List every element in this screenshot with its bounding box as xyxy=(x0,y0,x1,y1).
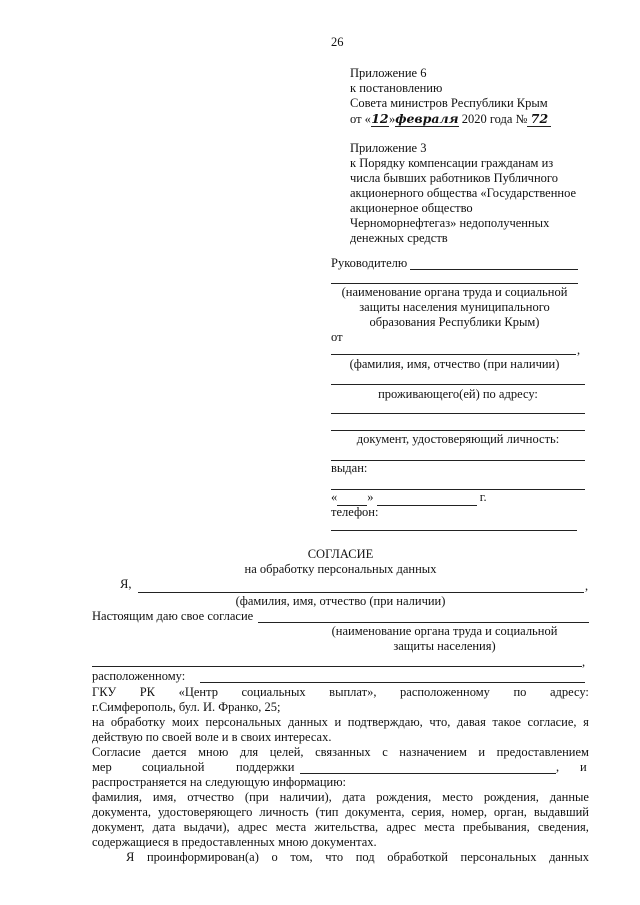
p2-social: социальной xyxy=(142,760,205,774)
page-number: 26 xyxy=(331,35,344,49)
word: имя, xyxy=(152,790,177,804)
gku-line xyxy=(92,685,589,700)
word: расположенному xyxy=(400,685,490,699)
word: и xyxy=(478,745,486,759)
word: обработкой xyxy=(387,850,448,864)
word: и xyxy=(334,715,342,729)
appendix3-line: к Порядку компенсации гражданам из xyxy=(350,156,554,170)
word: ГКУ xyxy=(92,685,117,699)
word: такое xyxy=(492,715,521,729)
word: орган, xyxy=(493,805,527,819)
word: что, xyxy=(429,715,451,729)
phone-field[interactable] xyxy=(331,530,577,531)
word: данных xyxy=(288,715,328,729)
word: для xyxy=(239,745,259,759)
p1-line1 xyxy=(92,715,589,730)
ya-label: Я, xyxy=(120,577,132,591)
id-document-label: документ, удостоверяющий личность: xyxy=(356,432,560,446)
p3-line1 xyxy=(92,790,589,805)
p2-line1 xyxy=(92,745,589,760)
word: согласие, xyxy=(527,715,577,729)
applicant-name-field-2[interactable] xyxy=(331,384,585,385)
word: персональных xyxy=(205,715,282,729)
word: адрес xyxy=(386,820,416,834)
date-suffix: 2020 года № xyxy=(458,112,528,126)
org-hint-line: (наименование органа труда и социальной xyxy=(341,285,568,299)
quote-close: » xyxy=(367,490,374,504)
appendix6-line3: Совета министров Республики Крым xyxy=(350,96,548,110)
p3-line2 xyxy=(92,805,589,820)
comma: , xyxy=(577,343,581,357)
org-hint-line: образования Республики Крым) xyxy=(369,315,540,329)
applicant-name-field[interactable] xyxy=(331,354,576,355)
word: на xyxy=(92,715,105,729)
date-mid: » xyxy=(388,112,396,126)
appendix3-line: Приложение 3 xyxy=(350,141,427,155)
comma: , xyxy=(582,655,586,669)
word: место xyxy=(442,790,473,804)
consent-org-hint: (наименование органа труда и социальной xyxy=(331,624,558,638)
word: «Центр xyxy=(178,685,218,699)
word: документа, xyxy=(345,805,405,819)
comma: , xyxy=(556,760,560,774)
word: моих xyxy=(171,715,199,729)
word: дата xyxy=(152,820,176,834)
p3-line3 xyxy=(92,820,589,835)
word: адрес xyxy=(237,820,268,834)
word: документа, xyxy=(92,805,152,819)
appendix6-line1: Приложение 6 xyxy=(350,66,427,80)
word: с xyxy=(382,745,388,759)
word: рождения, xyxy=(483,790,539,804)
word: (тип xyxy=(315,805,339,819)
support-measure-field[interactable] xyxy=(300,773,556,774)
word: давая xyxy=(456,715,486,729)
issue-date-line xyxy=(331,490,487,506)
word: выдавший xyxy=(533,805,589,819)
consent-org-field[interactable] xyxy=(258,622,589,623)
word: я xyxy=(583,715,589,729)
give-consent-label: Настоящим даю свое согласие xyxy=(92,609,254,623)
word: проинформирован(а) xyxy=(146,850,259,864)
word: номер, xyxy=(451,805,487,819)
fio-hint: (фамилия, имя, отчество (при наличии) xyxy=(349,357,560,371)
word: что xyxy=(325,850,344,864)
appendix3-line: числа бывших работников Публичного xyxy=(350,171,558,185)
appendix6-date-line xyxy=(350,111,551,127)
consent-title: СОГЛАСИЕ xyxy=(307,547,374,561)
word: персональных xyxy=(460,850,537,864)
word: места xyxy=(424,820,455,834)
word: предоставлением xyxy=(496,745,589,759)
date-month-handwritten: февраля xyxy=(395,111,459,126)
located-field[interactable] xyxy=(200,682,585,683)
word: удостоверяющего xyxy=(157,805,253,819)
word: целей, xyxy=(269,745,304,759)
p2-support: поддержки xyxy=(236,760,295,774)
word: социальных xyxy=(241,685,306,699)
org-name-field[interactable] xyxy=(331,283,578,284)
issued-label: выдан: xyxy=(331,461,368,475)
word: дата xyxy=(342,790,366,804)
word: рождения, xyxy=(376,790,432,804)
date-prefix: от « xyxy=(350,112,371,126)
addressee-head-label: Руководителю xyxy=(331,256,408,270)
word: связанных xyxy=(315,745,371,759)
from-label: от xyxy=(331,330,343,344)
appendix3-line: акционерного общества «Государственное xyxy=(350,186,577,200)
consent-org-hint: защиты населения) xyxy=(393,639,496,653)
p3-last: содержащиеся в предоставленных мною документах. xyxy=(92,835,377,849)
consent-org-field-2[interactable] xyxy=(92,666,582,667)
appendix3-line: акционерное общество xyxy=(350,201,473,215)
id-document-field[interactable] xyxy=(331,460,585,461)
residing-label: проживающего(ей) по адресу: xyxy=(378,387,538,401)
quote-open: « xyxy=(331,490,338,504)
word: места xyxy=(275,820,307,834)
p2-and: и xyxy=(580,760,587,774)
p2-mer: мер xyxy=(92,760,112,774)
word: жительства, xyxy=(314,820,379,834)
consent-name-field[interactable] xyxy=(138,592,584,593)
word: выплат», xyxy=(329,685,377,699)
appendix3-line: денежных средств xyxy=(350,231,448,245)
date-number-handwritten: 72 xyxy=(527,111,551,127)
issue-month-field[interactable] xyxy=(377,490,477,506)
word: о xyxy=(271,850,278,864)
word: дается xyxy=(152,745,187,759)
comma: , xyxy=(585,579,589,593)
address-text: г.Симферополь, бул. И. Франко, 25; xyxy=(92,700,281,714)
word: пребывания, xyxy=(462,820,530,834)
word: Я xyxy=(126,850,135,864)
consent-subtitle: на обработку персональных данных xyxy=(244,562,437,576)
word: РК xyxy=(139,685,156,699)
word: том, xyxy=(290,850,313,864)
year-suffix: г. xyxy=(479,490,487,504)
phone-label: телефон: xyxy=(331,505,379,519)
word: выдачи), xyxy=(183,820,230,834)
word: адресу: xyxy=(549,685,589,699)
issue-day-field[interactable] xyxy=(337,490,367,506)
word: отчество xyxy=(187,790,235,804)
head-name-field[interactable] xyxy=(410,269,578,270)
word: фамилия, xyxy=(92,790,143,804)
word: подтверждаю, xyxy=(347,715,423,729)
word: документ, xyxy=(92,820,145,834)
p1-last: действую по своей воле и в своих интересах. xyxy=(92,730,332,744)
word: личность xyxy=(259,805,309,819)
address-field-2[interactable] xyxy=(331,430,585,431)
word: Согласие xyxy=(92,745,141,759)
consent-fio-hint: (фамилия, имя, отчество (при наличии) xyxy=(235,594,446,608)
p4-line1 xyxy=(126,850,589,865)
p2-line3: распространяется на следующую информацию: xyxy=(92,775,347,789)
date-day-handwritten: 12 xyxy=(371,111,389,126)
address-field-1[interactable] xyxy=(331,413,585,414)
word: обработку xyxy=(110,715,166,729)
appendix3-line: Черноморнефтегаз» недополученных xyxy=(350,216,550,230)
word: по xyxy=(513,685,527,699)
word: мною xyxy=(198,745,229,759)
appendix6-line2: к постановлению xyxy=(350,81,443,95)
word: под xyxy=(355,850,375,864)
word: данные xyxy=(549,790,589,804)
word: сведения, xyxy=(538,820,589,834)
word: наличии), xyxy=(279,790,332,804)
word: назначением xyxy=(399,745,467,759)
org-hint-line: защиты населения муниципального xyxy=(359,300,550,314)
word: серия, xyxy=(411,805,445,819)
located-label: расположенному: xyxy=(92,669,186,683)
word: (при xyxy=(244,790,269,804)
word: данных xyxy=(549,850,589,864)
